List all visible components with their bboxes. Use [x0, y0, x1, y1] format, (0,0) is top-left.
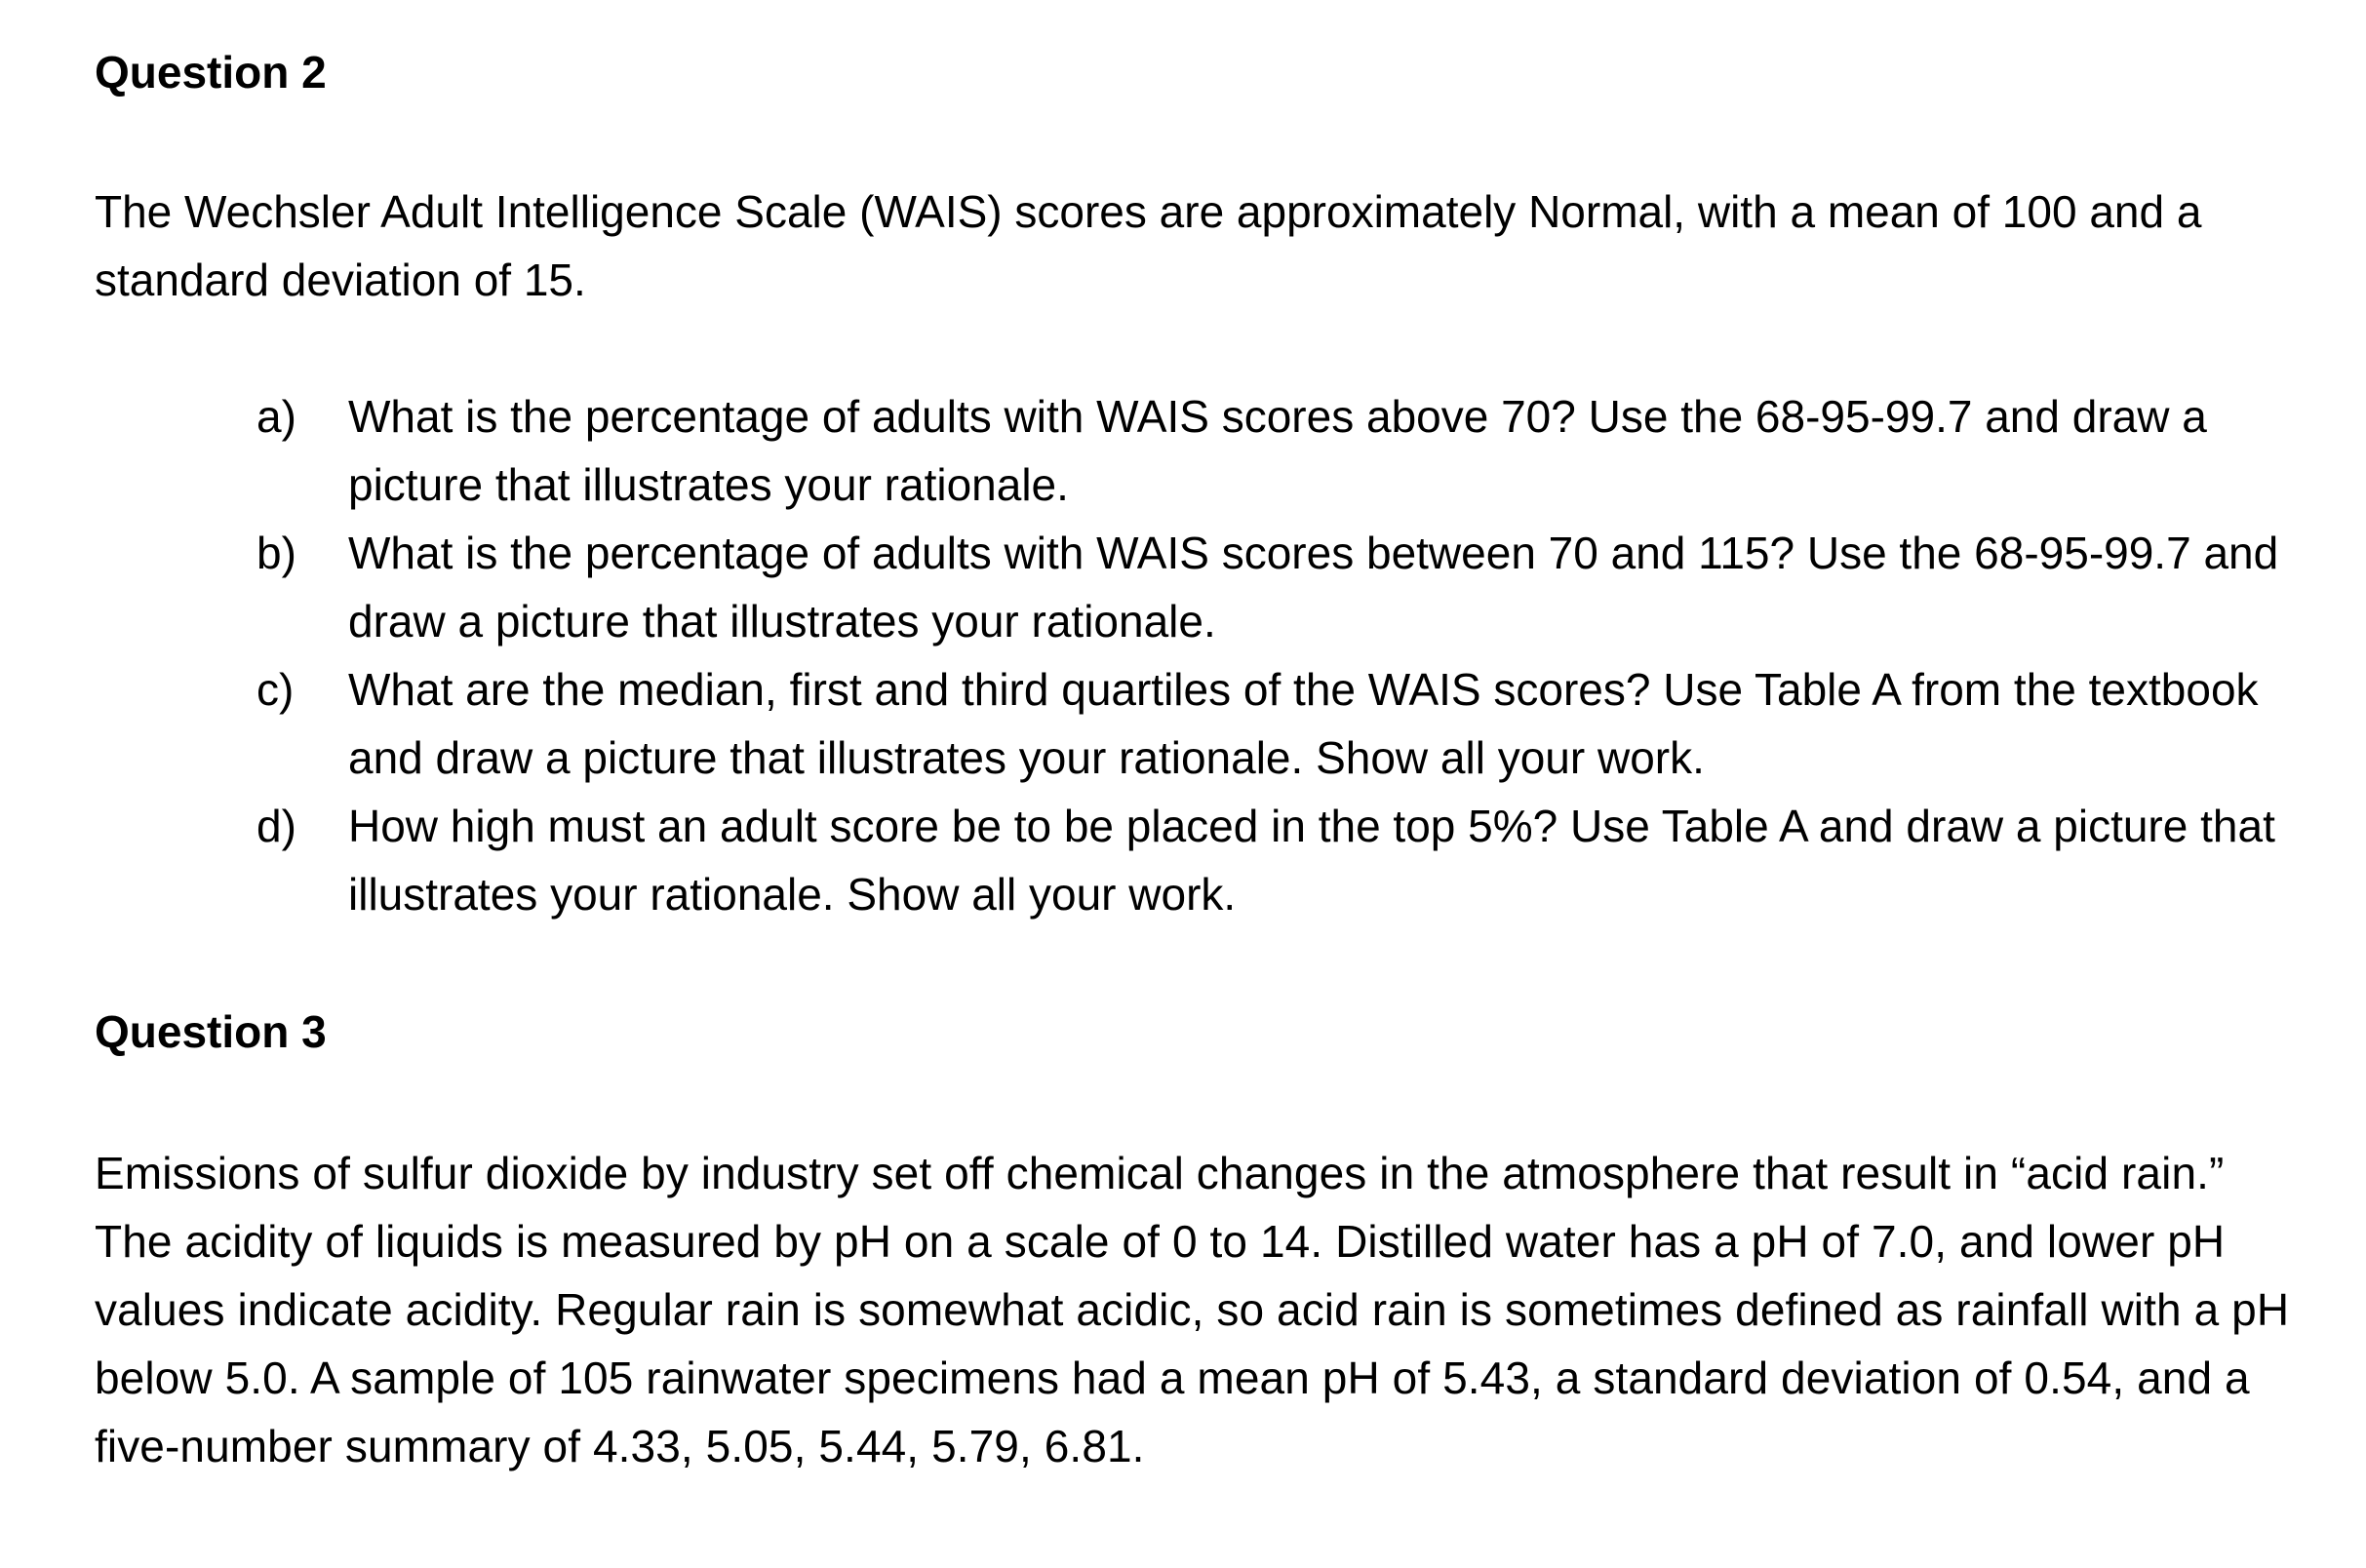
part-b-letter: b) [256, 528, 296, 578]
question-2-heading: Question 2 [95, 47, 327, 98]
part-c-letter: c) [256, 664, 295, 715]
question-3-heading: Question 3 [95, 1006, 327, 1057]
part-d-letter: d) [256, 801, 296, 851]
part-a-text: What is the percentage of adults with WAIS scores above 70? Use the 68-95-99.7 and draw a picture that illustrates your rationale. [348, 391, 2207, 510]
part-c-text: What are the median, first and third quartiles of the WAIS scores? Use Table A from the textbook and draw a picture that illustrates your rationale. Show all your work. [348, 664, 2259, 783]
part-d-text: How high must an adult score be to be placed in the top 5%? Use Table A and draw a picture that illustrates your rationale. Show all your work. [348, 801, 2275, 920]
part-a-letter: a) [256, 391, 296, 442]
question-2-part-b [256, 519, 2324, 655]
question-2-part-a [256, 382, 2324, 519]
question-2-intro: The Wechsler Adult Intelligence Scale (WAIS) scores are approximately Normal, with a mean of 100 and a standard deviation of 15. [95, 186, 2202, 305]
question-2-parts-list [256, 382, 2324, 928]
part-b-text: What is the percentage of adults with WAIS scores between 70 and 115? Use the 68-95-99.7 and draw a picture that illustrates your rationale. [348, 528, 2279, 647]
question-2-part-c [256, 655, 2324, 792]
question-3-body: Emissions of sulfur dioxide by industry set off chemical changes in the atmosphere that result in “acid rain.” The acidity of liquids is measured by pH on a scale of 0 to 14. Distilled water has a pH of 7.0, and lower pH values indicate acidity. Regular rain is somewhat acidic, so acid rain is sometimes defined as rainfall with a pH below 5.0. A sample of 105 rainwater specimens had a mean pH of 5.43, a standard deviation of 0.54, and a five-number summary of 4.33, 5.05, 5.44, 5.79, 6.81. [95, 1148, 2290, 1471]
question-2-part-d [256, 792, 2324, 928]
